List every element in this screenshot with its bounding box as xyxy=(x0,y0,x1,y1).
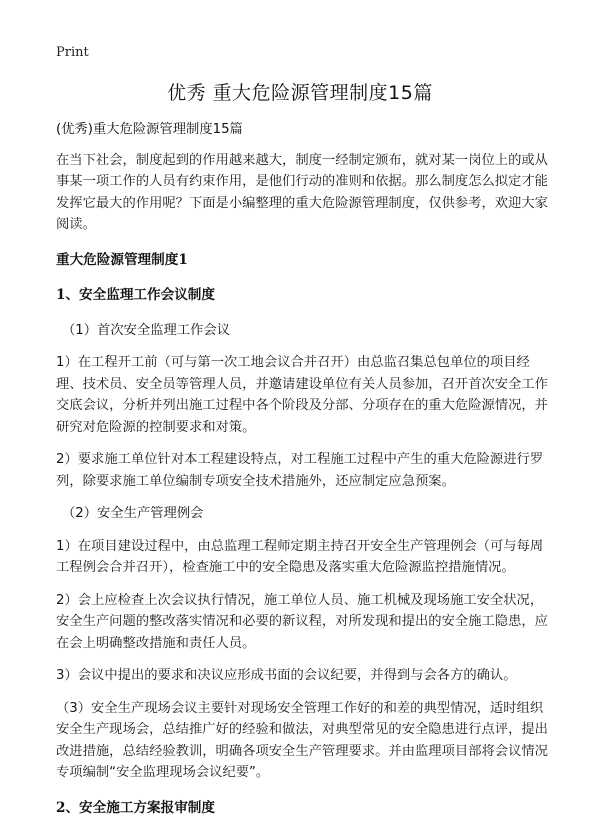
item-heading-1: （1）首次安全监理工作会议 xyxy=(62,322,231,338)
section-heading-1: 重大危险源管理制度1 xyxy=(56,251,188,268)
page-title: 优秀 重大危险源管理制度15篇 xyxy=(167,82,433,104)
paragraph-2-1: 1）在项目建设过程中，由总监理工程师定期主持召开安全生产管理例会（可与每周工程例会合并召开），检查施工中的安全隐患及落实重大危险源监控措施情况。 xyxy=(56,538,544,575)
paragraph-1-1: 1）在工程开工前（可与第一次工地会议合并召开）由总监召集总包单位的项目经理、技术员、安全员等管理人员，并邀请建设单位有关人员参加，召开首次安全工作交底会议，分析并列出施工过程中各个阶段及分部、分项存在的重大危险源情况，并研究对危险源的控制要求和对策。 xyxy=(56,355,548,435)
paragraph-1-2: 2）要求施工单位针对本工程建设特点，对工程施工过程中产生的重大危险源进行罗列，除要求施工单位编制专项安全技术措施外，还应制定应急预案。 xyxy=(56,452,544,489)
item-heading-2: （2）安全生产管理例会 xyxy=(62,506,204,521)
intro-paragraph: 在当下社会，制度起到的作用越来越大，制度一经制定颁布，就对某一岗位上的或从事某一项工作的人员有约束作用，是他们行动的准则和依据。那么制度怎么拟定才能发挥它最大的作用呢？下面是小编整理的重大危险源管理制度，仅供参考，欢迎大家阅读。 xyxy=(56,152,548,232)
paragraph-3-1: （3）安全生产现场会议主要针对现场安全管理工作好的和差的典型情况，适时组织安全生产现场会，总结推广好的经验和做法，对典型常见的安全隐患进行点评，提出改进措施，总结经验教训，明确各项安全生产管理要求。并由监理项目部将会议情况专项编制“安全监理现场会议纪要”。 xyxy=(56,700,548,780)
document-subtitle: (优秀)重大危险源管理制度15篇 xyxy=(56,122,243,137)
part-heading-1: 1、安全监理工作会议制度 xyxy=(56,287,215,303)
paragraph-2-3: 3）会议中提出的要求和决议应形成书面的会议纪要，并得到与会各方的确认。 xyxy=(56,668,517,683)
paragraph-2-2: 2）会上应检查上次会议执行情况，施工单位人员、施工机械及现场施工安全状况，安全生产问题的整改落实情况和必要的新议程，对所发现和提出的安全施工隐患，应在会上明确整改措施和责任人员。 xyxy=(56,592,548,651)
part-heading-2: 2、安全施工方案报审制度 xyxy=(56,799,215,816)
document-body xyxy=(56,119,548,832)
print-label: Print xyxy=(56,45,89,60)
